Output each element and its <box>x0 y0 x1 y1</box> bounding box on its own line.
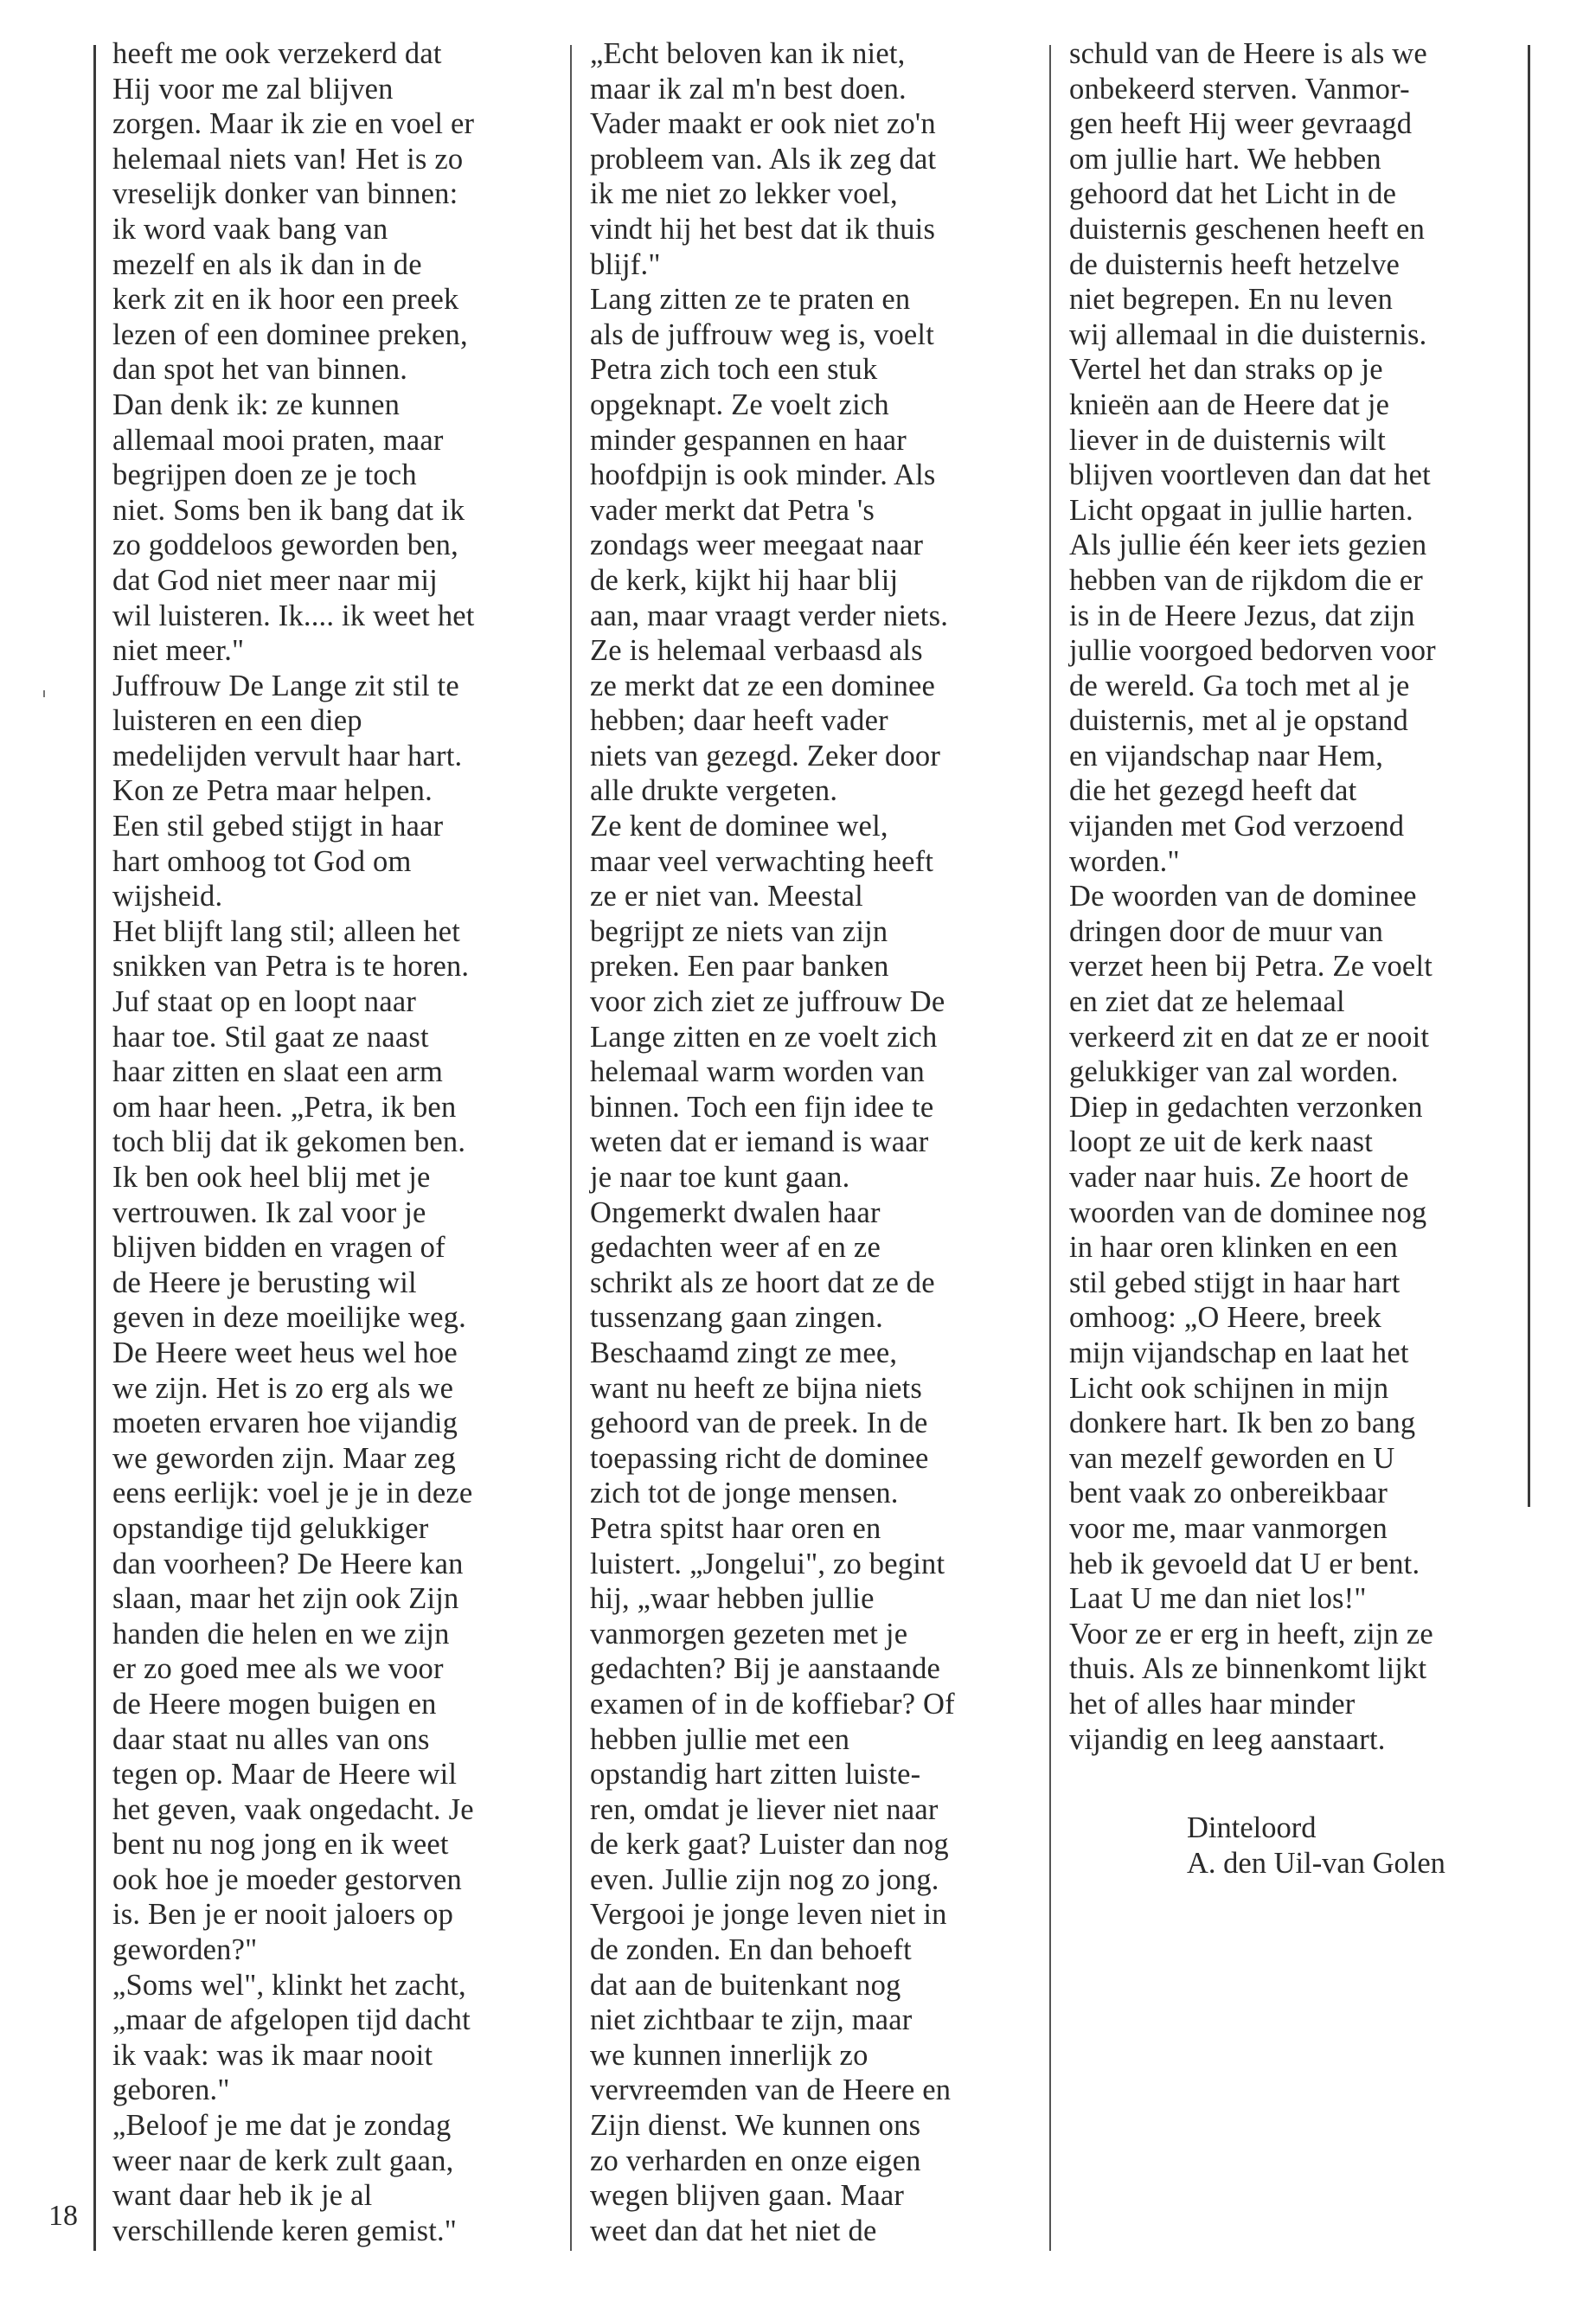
text-line: allemaal mooi praten, maar <box>112 423 444 457</box>
text-line: geworden?" <box>112 1933 258 1967</box>
text-line: luistert. „Jongelui", zo begint <box>590 1547 945 1580</box>
text-line: hebben van de rijkdom die er <box>1069 563 1423 597</box>
text-line: knieën aan de Heere dat je <box>1069 388 1390 421</box>
text-line: gehoord van de preek. In de <box>590 1407 928 1440</box>
text-line: niet begrepen. En nu leven <box>1069 283 1394 317</box>
text-line: de Heere je berusting wil <box>112 1266 417 1299</box>
text-line: Ze is helemaal verbaasd als <box>590 634 923 668</box>
text-line: toch blij dat ik gekomen ben. <box>112 1125 466 1159</box>
text-line: hij, „waar hebben jullie <box>590 1582 875 1616</box>
text-line: handen die helen en we zijn <box>112 1617 450 1650</box>
text-line: even. Jullie zijn nog zo jong. <box>590 1862 939 1896</box>
text-line: verschillende keren gemist." <box>112 2214 458 2247</box>
text-line: de Heere mogen buigen en <box>112 1687 437 1721</box>
text-line: de kerk, kijkt hij haar blij <box>590 563 899 597</box>
text-line: aan, maar vraagt verder niets. <box>590 599 949 632</box>
text-line: zo goddeloos geworden ben, <box>112 529 458 562</box>
text-line: Vertel het dan straks op je <box>1069 353 1383 387</box>
text-line: begrijpt ze niets van zijn <box>590 914 888 948</box>
text-line: tussenzang gaan zingen. <box>590 1301 883 1335</box>
text-line: want nu heeft ze bijna niets <box>590 1371 923 1405</box>
text-line: en vijandschap naar Hem, <box>1069 739 1384 772</box>
text-line: de kerk gaat? Luister dan nog <box>590 1828 949 1862</box>
text-line: heeft me ook verzekerd dat <box>112 37 442 70</box>
text-line: Laat U me dan niet los!" <box>1069 1582 1367 1616</box>
text-line: vanmorgen gezeten met je <box>590 1617 908 1650</box>
text-line: Licht ook schijnen in mijn <box>1069 1371 1389 1405</box>
text-line: medelijden vervult haar hart. <box>112 739 463 772</box>
text-line: zorgen. Maar ik zie en voel er <box>112 107 475 141</box>
text-line: Licht opgaat in jullie harten. <box>1069 493 1413 527</box>
text-line: vijanden met God verzoend <box>1069 810 1405 843</box>
text-line: gedachten weer af en ze <box>590 1231 881 1265</box>
text-line: dringen door de muur van <box>1069 914 1384 948</box>
text-line: de zonden. En dan behoeft <box>590 1933 912 1967</box>
signature-author: A. den Uil-van Golen <box>1187 1847 1445 1880</box>
text-line: Ze kent de dominee wel, <box>590 810 888 843</box>
text-line: vervreemden van de Heere en <box>590 2073 952 2107</box>
text-line: ook hoe je moeder gestorven <box>112 1862 462 1896</box>
text-line: de wereld. Ga toch met al je <box>1069 669 1410 702</box>
text-line: je naar toe kunt gaan. <box>590 1161 850 1194</box>
text-line: dat God niet meer naar mij <box>112 563 438 597</box>
signature-place: Dinteloord <box>1187 1811 1317 1844</box>
text-line: vader merkt dat Petra 's <box>590 493 875 527</box>
text-line: hebben jullie met een <box>590 1722 850 1756</box>
column-divider-2 <box>1049 45 1051 2251</box>
text-line: we zijn. Het is zo erg als we <box>112 1371 454 1405</box>
text-line: haar zitten en slaat een arm <box>112 1055 444 1089</box>
text-line: Vader maakt er ook niet zo'n <box>590 107 936 141</box>
text-line: haar toe. Stil gaat ze naast <box>112 1020 429 1054</box>
text-line: opstandig hart zitten luiste- <box>590 1758 921 1791</box>
text-line: daar staat nu alles van ons <box>112 1722 430 1756</box>
text-line: vader naar huis. Ze hoort de <box>1069 1161 1409 1194</box>
text-line: donkere hart. Ik ben zo bang <box>1069 1407 1416 1440</box>
text-line: gen heeft Hij weer gevraagd <box>1069 107 1413 141</box>
text-line: wij allemaal in die duisternis. <box>1069 317 1427 351</box>
text-line: moeten ervaren hoe vijandig <box>112 1407 458 1440</box>
signature-block <box>1187 1811 1445 1881</box>
text-line: dan voorheen? De Heere kan <box>112 1547 464 1580</box>
text-line: blijf." <box>590 247 661 281</box>
text-line: mezelf en als ik dan in de <box>112 247 422 281</box>
text-line: kerk zit en ik hoor een preek <box>112 283 459 317</box>
text-line: toepassing richt de dominee <box>590 1441 929 1475</box>
text-line: Lang zitten ze te praten en <box>590 283 911 317</box>
text-column-3 <box>1069 36 1519 1757</box>
text-line: want daar heb ik je al <box>112 2179 373 2213</box>
text-line: duisternis geschenen heeft en <box>1069 212 1426 246</box>
text-line: Kon ze Petra maar helpen. <box>112 774 433 808</box>
text-line: wijsheid. <box>112 880 223 913</box>
text-line: gelukkiger van zal worden. <box>1069 1055 1399 1089</box>
text-line: Petra zich toch een stuk <box>590 353 878 387</box>
text-line: in haar oren klinken en een <box>1069 1231 1398 1265</box>
text-line: als de juffrouw weg is, voelt <box>590 317 935 351</box>
text-line: duisternis, met al je opstand <box>1069 704 1408 738</box>
text-line: vreselijk donker van binnen: <box>112 177 458 211</box>
text-line: Het blijft lang stil; alleen het <box>112 914 461 948</box>
text-line: loopt ze uit de kerk naast <box>1069 1125 1374 1159</box>
text-line: zich tot de jonge mensen. <box>590 1477 899 1510</box>
text-line: mijn vijandschap en laat het <box>1069 1336 1409 1369</box>
text-line: weten dat er iemand is waar <box>590 1125 929 1159</box>
text-line: blijven bidden en vragen of <box>112 1231 445 1265</box>
text-line: gehoord dat het Licht in de <box>1069 177 1397 211</box>
text-line: „Soms wel", klinkt het zacht, <box>112 1968 466 2002</box>
text-line: probleem van. Als ik zeg dat <box>590 142 937 176</box>
text-line: ik vaak: was ik maar nooit <box>112 2038 433 2072</box>
text-line: thuis. Als ze binnenkomt lijkt <box>1069 1652 1427 1686</box>
left-margin-rule <box>93 45 96 2251</box>
text-line: De woorden van de dominee <box>1069 880 1417 913</box>
text-line: Beschaamd zingt ze mee, <box>590 1336 898 1369</box>
text-line: vertrouwen. Ik zal voor je <box>112 1195 426 1229</box>
text-line: heb ik gevoeld dat U er bent. <box>1069 1547 1420 1580</box>
text-line: snikken van Petra is te horen. <box>112 950 470 984</box>
text-line: ze er niet van. Meestal <box>590 880 863 913</box>
text-line: woorden van de dominee nog <box>1069 1195 1427 1229</box>
right-margin-rule <box>1528 45 1530 1507</box>
text-line: opstandige tijd gelukkiger <box>112 1511 429 1545</box>
text-line: gedachten? Bij je aanstaande <box>590 1652 941 1686</box>
text-line: we kunnen innerlijk zo <box>590 2038 869 2072</box>
text-column-1 <box>112 36 562 2248</box>
text-line: „Echt beloven kan ik niet, <box>590 37 906 70</box>
text-line: worden." <box>1069 844 1180 878</box>
text-line: binnen. Toch een fijn idee te <box>590 1090 934 1124</box>
text-line: hebben; daar heeft vader <box>590 704 888 738</box>
text-line: het of alles haar minder <box>1069 1687 1356 1721</box>
text-line: ik word vaak bang van <box>112 212 388 246</box>
text-line: blijven voortleven dan dat het <box>1069 458 1431 492</box>
text-line: Ongemerkt dwalen haar <box>590 1195 881 1229</box>
text-line: van mezelf geworden en U <box>1069 1441 1395 1475</box>
text-line: hoofdpijn is ook minder. Als <box>590 458 936 492</box>
text-line: liever in de duisternis wilt <box>1069 423 1386 457</box>
text-line: weer naar de kerk zult gaan, <box>112 2144 454 2177</box>
text-line: helemaal warm worden van <box>590 1055 926 1089</box>
text-line: dat aan de buitenkant nog <box>590 1968 901 2002</box>
text-line: Als jullie één keer iets gezien <box>1069 529 1427 562</box>
text-line: helemaal niets van! Het is zo <box>112 142 464 176</box>
text-line: lezen of een dominee preken, <box>112 317 468 351</box>
text-line: die het gezegd heeft dat <box>1069 774 1357 808</box>
text-line: „maar de afgelopen tijd dacht <box>112 2003 471 2037</box>
text-line: geboren." <box>112 2073 230 2107</box>
text-line: is. Ben je er nooit jaloers op <box>112 1898 454 1932</box>
text-line: De Heere weet heus wel hoe <box>112 1336 458 1369</box>
text-line: Zijn dienst. We kunnen ons <box>590 2109 921 2143</box>
text-line: Diep in gedachten verzonken <box>1069 1090 1423 1124</box>
text-line: Vergooi je jonge leven niet in <box>590 1898 947 1932</box>
text-line: opgeknapt. Ze voelt zich <box>590 388 889 421</box>
text-line: en ziet dat ze helemaal <box>1069 985 1345 1019</box>
text-line: voor zich ziet ze juffrouw De <box>590 985 945 1019</box>
text-line: om jullie hart. We hebben <box>1069 142 1381 176</box>
text-line: geven in deze moeilijke weg. <box>112 1301 466 1335</box>
text-line: ren, omdat je liever niet naar <box>590 1792 939 1826</box>
text-line: weet dan dat het niet de <box>590 2214 877 2247</box>
text-line: zondags weer meegaat naar <box>590 529 924 562</box>
text-line: Een stil gebed stijgt in haar <box>112 810 444 843</box>
text-line: het geven, vaak ongedacht. Je <box>112 1792 474 1826</box>
text-line: begrijpen doen ze je toch <box>112 458 417 492</box>
text-line: wil luisteren. Ik.... ik weet het <box>112 599 475 632</box>
text-line: Juf staat op en loopt naar <box>112 985 417 1019</box>
text-column-2 <box>590 36 1040 2248</box>
text-line: Voor ze er erg in heeft, zijn ze <box>1069 1617 1433 1650</box>
text-line: alle drukte vergeten. <box>590 774 838 808</box>
text-line: wegen blijven gaan. Maar <box>590 2179 905 2213</box>
text-line: Ik ben ook heel blij met je <box>112 1161 431 1194</box>
text-line: slaan, maar het zijn ook Zijn <box>112 1582 459 1616</box>
text-line: preken. Een paar banken <box>590 950 889 984</box>
text-line: Lange zitten en ze voelt zich <box>590 1020 938 1054</box>
text-line: niets van gezegd. Zeker door <box>590 739 941 772</box>
text-line: examen of in de koffiebar? Of <box>590 1687 955 1721</box>
text-line: verzet heen bij Petra. Ze voelt <box>1069 950 1433 984</box>
text-line: Juffrouw De Lange zit stil te <box>112 669 459 702</box>
text-line: onbekeerd sterven. Vanmor- <box>1069 72 1410 106</box>
text-line: om haar heen. „Petra, ik ben <box>112 1090 457 1124</box>
text-line: maar veel verwachting heeft <box>590 844 934 878</box>
text-line: ik me niet zo lekker voel, <box>590 177 898 211</box>
text-line: vindt hij het best dat ik thuis <box>590 212 936 246</box>
text-line: zo verharden en onze eigen <box>590 2144 921 2177</box>
text-line: ze merkt dat ze een dominee <box>590 669 936 702</box>
text-line: schrikt als ze hoort dat ze de <box>590 1266 935 1299</box>
text-line: bent vaak zo onbereikbaar <box>1069 1477 1388 1510</box>
text-line: Hij voor me zal blijven <box>112 72 394 106</box>
text-line: Petra spitst haar oren en <box>590 1511 881 1545</box>
text-line: voor me, maar vanmorgen <box>1069 1511 1388 1545</box>
text-line: „Beloof je me dat je zondag <box>112 2109 452 2143</box>
text-line: de duisternis heeft hetzelve <box>1069 247 1401 281</box>
text-line: vijandig en leeg aanstaart. <box>1069 1722 1386 1756</box>
text-line: niet. Soms ben ik bang dat ik <box>112 493 465 527</box>
text-line: er zo goed mee als we voor <box>112 1652 444 1686</box>
text-line: tegen op. Maar de Heere wil <box>112 1758 458 1791</box>
text-line: stil gebed stijgt in haar hart <box>1069 1266 1401 1299</box>
column-divider-1 <box>570 45 572 2251</box>
text-line: we geworden zijn. Maar zeg <box>112 1441 456 1475</box>
text-line: hart omhoog tot God om <box>112 844 412 878</box>
text-line: niet zichtbaar te zijn, maar <box>590 2003 913 2037</box>
text-line: maar ik zal m'n best doen. <box>590 72 907 106</box>
text-line: omhoog: „O Heere, breek <box>1069 1301 1381 1335</box>
text-line: eens eerlijk: voel je je in deze <box>112 1477 473 1510</box>
text-line: minder gespannen en haar <box>590 423 907 457</box>
text-line: niet meer." <box>112 634 245 668</box>
text-line: verkeerd zit en dat ze er nooit <box>1069 1020 1430 1054</box>
page-number: 18 <box>48 2200 78 2232</box>
text-line: Dan denk ik: ze kunnen <box>112 388 401 421</box>
text-line: dan spot het van binnen. <box>112 353 408 387</box>
text-line: bent nu nog jong en ik weet <box>112 1828 449 1862</box>
text-line: luisteren en een diep <box>112 704 362 738</box>
scan-speck <box>43 690 45 697</box>
text-line: jullie voorgoed bedorven voor <box>1069 634 1436 668</box>
text-line: schuld van de Heere is als we <box>1069 37 1427 70</box>
text-line: is in de Heere Jezus, dat zijn <box>1069 599 1415 632</box>
